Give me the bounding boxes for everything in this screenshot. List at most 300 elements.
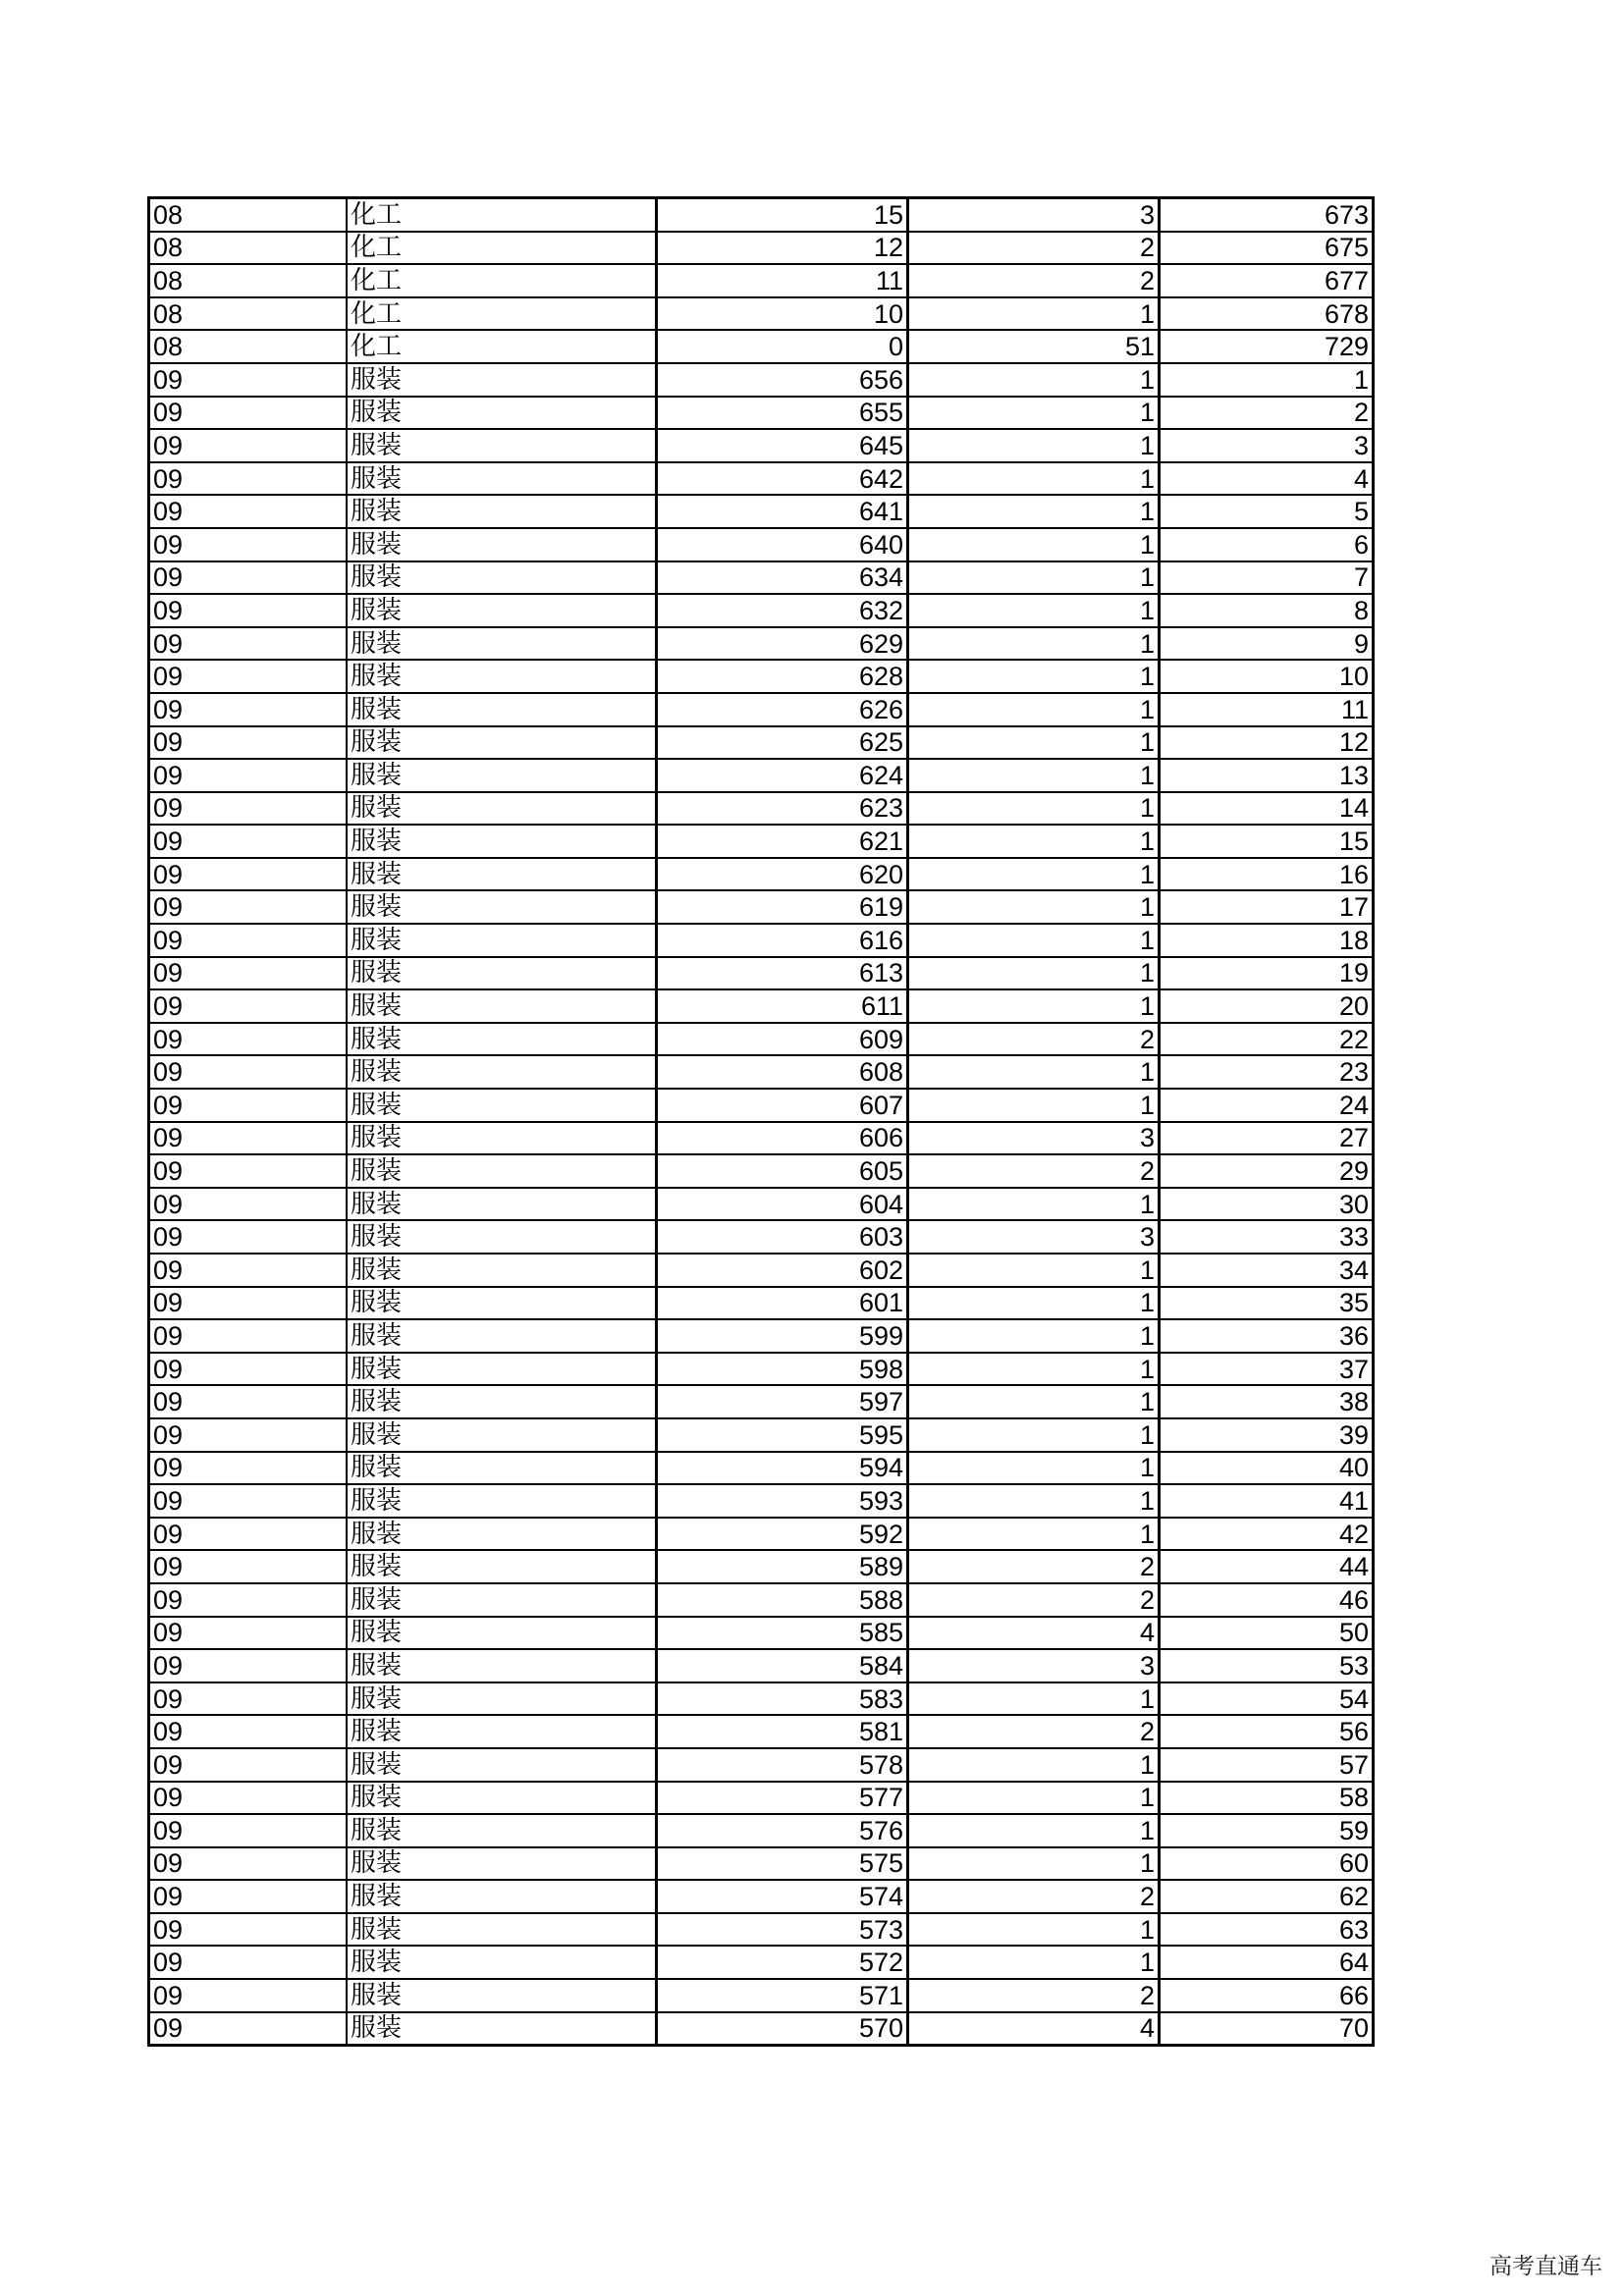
- category-code-cell: 09: [149, 462, 348, 496]
- cumulative-count-cell: 62: [1160, 1880, 1374, 1913]
- count-cell: 1: [908, 594, 1160, 627]
- cumulative-count-cell: 18: [1160, 924, 1374, 957]
- count-cell: 1: [908, 627, 1160, 661]
- category-name-cell: 服装: [347, 1089, 657, 1122]
- cumulative-count-cell: 22: [1160, 1023, 1374, 1056]
- category-name-cell: 服装: [347, 825, 657, 858]
- cumulative-count-cell: 1: [1160, 363, 1374, 397]
- count-cell: 1: [908, 989, 1160, 1023]
- score-cell: 595: [657, 1418, 908, 1452]
- count-cell: 1: [908, 825, 1160, 858]
- category-name-cell: 服装: [347, 792, 657, 826]
- score-cell: 588: [657, 1583, 908, 1617]
- count-cell: 2: [908, 1154, 1160, 1188]
- table-row: [149, 1847, 1374, 1881]
- table-row: [149, 1518, 1374, 1551]
- count-cell: 1: [908, 1055, 1160, 1089]
- count-cell: 1: [908, 957, 1160, 990]
- cumulative-count-cell: 53: [1160, 1649, 1374, 1682]
- count-cell: 1: [908, 693, 1160, 726]
- category-code-cell: 08: [149, 198, 348, 232]
- score-cell: 578: [657, 1748, 908, 1782]
- category-name-cell: 服装: [347, 397, 657, 430]
- count-cell: 3: [908, 1649, 1160, 1682]
- category-code-cell: 09: [149, 1682, 348, 1716]
- count-cell: 1: [908, 1319, 1160, 1353]
- score-cell: 632: [657, 594, 908, 627]
- category-name-cell: 服装: [347, 495, 657, 528]
- category-code-cell: 09: [149, 957, 348, 990]
- category-code-cell: 09: [149, 363, 348, 397]
- category-code-cell: 09: [149, 660, 348, 693]
- category-name-cell: 服装: [347, 726, 657, 760]
- count-cell: 1: [908, 1946, 1160, 1979]
- category-code-cell: 09: [149, 858, 348, 891]
- table-row: [149, 363, 1374, 397]
- category-name-cell: 服装: [347, 1715, 657, 1748]
- category-name-cell: 服装: [347, 1748, 657, 1782]
- cumulative-count-cell: 56: [1160, 1715, 1374, 1748]
- category-name-cell: 服装: [347, 1452, 657, 1485]
- category-name-cell: 化工: [347, 264, 657, 297]
- table-row: [149, 1220, 1374, 1254]
- category-code-cell: 09: [149, 1089, 348, 1122]
- table-row: [149, 1122, 1374, 1155]
- score-cell: 11: [657, 264, 908, 297]
- table-row: [149, 1055, 1374, 1089]
- category-code-cell: 09: [149, 1617, 348, 1650]
- category-name-cell: 服装: [347, 1122, 657, 1155]
- count-cell: 2: [908, 1550, 1160, 1583]
- cumulative-count-cell: 677: [1160, 264, 1374, 297]
- cumulative-count-cell: 3: [1160, 429, 1374, 462]
- table-row: [149, 989, 1374, 1023]
- score-cell: 574: [657, 1880, 908, 1913]
- category-code-cell: 09: [149, 1287, 348, 1320]
- count-cell: 1: [908, 792, 1160, 826]
- count-cell: 2: [908, 1023, 1160, 1056]
- category-code-cell: 09: [149, 1319, 348, 1353]
- table-row: [149, 1287, 1374, 1320]
- category-code-cell: 09: [149, 1385, 348, 1418]
- category-name-cell: 化工: [347, 330, 657, 363]
- cumulative-count-cell: 19: [1160, 957, 1374, 990]
- category-name-cell: 服装: [347, 1484, 657, 1518]
- category-code-cell: 09: [149, 1418, 348, 1452]
- category-code-cell: 09: [149, 726, 348, 760]
- category-name-cell: 服装: [347, 693, 657, 726]
- category-code-cell: 09: [149, 1583, 348, 1617]
- cumulative-count-cell: 58: [1160, 1782, 1374, 1815]
- category-name-cell: 服装: [347, 561, 657, 595]
- score-cell: 599: [657, 1319, 908, 1353]
- cumulative-count-cell: 14: [1160, 792, 1374, 826]
- table-row: [149, 726, 1374, 760]
- category-name-cell: 服装: [347, 2012, 657, 2046]
- cumulative-count-cell: 57: [1160, 1748, 1374, 1782]
- category-code-cell: 09: [149, 1748, 348, 1782]
- table-row: [149, 660, 1374, 693]
- category-code-cell: 09: [149, 1518, 348, 1551]
- table-row: [149, 1319, 1374, 1353]
- table-row: [149, 1583, 1374, 1617]
- count-cell: 3: [908, 198, 1160, 232]
- score-cell: 592: [657, 1518, 908, 1551]
- category-name-cell: 服装: [347, 429, 657, 462]
- table-row: [149, 1188, 1374, 1221]
- cumulative-count-cell: 44: [1160, 1550, 1374, 1583]
- table-row: [149, 232, 1374, 265]
- category-code-cell: 09: [149, 1254, 348, 1287]
- table-row: [149, 594, 1374, 627]
- table-row: [149, 759, 1374, 792]
- score-cell: 634: [657, 561, 908, 595]
- table-row: [149, 264, 1374, 297]
- score-cell: 611: [657, 989, 908, 1023]
- count-cell: 1: [908, 858, 1160, 891]
- category-name-cell: 服装: [347, 1287, 657, 1320]
- category-name-cell: 服装: [347, 1353, 657, 1386]
- category-name-cell: 服装: [347, 1847, 657, 1881]
- category-name-cell: 服装: [347, 1154, 657, 1188]
- category-code-cell: 09: [149, 1880, 348, 1913]
- table-row: [149, 561, 1374, 595]
- table-row: [149, 1649, 1374, 1682]
- category-code-cell: 08: [149, 232, 348, 265]
- category-name-cell: 服装: [347, 1319, 657, 1353]
- category-code-cell: 09: [149, 1814, 348, 1847]
- score-cell: 656: [657, 363, 908, 397]
- count-cell: 1: [908, 1814, 1160, 1847]
- cumulative-count-cell: 38: [1160, 1385, 1374, 1418]
- category-code-cell: 09: [149, 495, 348, 528]
- cumulative-count-cell: 63: [1160, 1913, 1374, 1947]
- count-cell: 2: [908, 1880, 1160, 1913]
- count-cell: 2: [908, 232, 1160, 265]
- score-cell: 626: [657, 693, 908, 726]
- count-cell: 2: [908, 1715, 1160, 1748]
- count-cell: 1: [908, 1782, 1160, 1815]
- cumulative-count-cell: 9: [1160, 627, 1374, 661]
- category-name-cell: 化工: [347, 198, 657, 232]
- category-name-cell: 服装: [347, 1583, 657, 1617]
- count-cell: 3: [908, 1220, 1160, 1254]
- score-table-body: [149, 198, 1374, 2046]
- table-row: [149, 1682, 1374, 1716]
- score-cell: 584: [657, 1649, 908, 1682]
- category-name-cell: 服装: [347, 1814, 657, 1847]
- category-name-cell: 服装: [347, 759, 657, 792]
- category-name-cell: 服装: [347, 1418, 657, 1452]
- score-cell: 585: [657, 1617, 908, 1650]
- category-name-cell: 化工: [347, 297, 657, 331]
- table-row: [149, 397, 1374, 430]
- category-code-cell: 09: [149, 1979, 348, 2012]
- cumulative-count-cell: 15: [1160, 825, 1374, 858]
- cumulative-count-cell: 34: [1160, 1254, 1374, 1287]
- category-name-cell: 化工: [347, 232, 657, 265]
- cumulative-count-cell: 29: [1160, 1154, 1374, 1188]
- table-row: [149, 1484, 1374, 1518]
- cumulative-count-cell: 11: [1160, 693, 1374, 726]
- category-code-cell: 09: [149, 397, 348, 430]
- cumulative-count-cell: 60: [1160, 1847, 1374, 1881]
- category-name-cell: 服装: [347, 462, 657, 496]
- count-cell: 1: [908, 726, 1160, 760]
- table-row: [149, 693, 1374, 726]
- cumulative-count-cell: 7: [1160, 561, 1374, 595]
- category-code-cell: 08: [149, 330, 348, 363]
- score-table: [147, 196, 1375, 2047]
- category-name-cell: 服装: [347, 594, 657, 627]
- count-cell: 1: [908, 1484, 1160, 1518]
- score-cell: 571: [657, 1979, 908, 2012]
- table-row: [149, 1880, 1374, 1913]
- category-name-cell: 服装: [347, 858, 657, 891]
- table-row: [149, 1715, 1374, 1748]
- score-cell: 619: [657, 890, 908, 924]
- category-name-cell: 服装: [347, 924, 657, 957]
- score-cell: 598: [657, 1353, 908, 1386]
- score-cell: 593: [657, 1484, 908, 1518]
- count-cell: 1: [908, 1385, 1160, 1418]
- category-name-cell: 服装: [347, 1913, 657, 1947]
- count-cell: 1: [908, 1682, 1160, 1716]
- cumulative-count-cell: 54: [1160, 1682, 1374, 1716]
- category-code-cell: 09: [149, 924, 348, 957]
- table-row: [149, 297, 1374, 331]
- category-name-cell: 服装: [347, 1617, 657, 1650]
- score-cell: 616: [657, 924, 908, 957]
- cumulative-count-cell: 17: [1160, 890, 1374, 924]
- cumulative-count-cell: 8: [1160, 594, 1374, 627]
- cumulative-count-cell: 37: [1160, 1353, 1374, 1386]
- category-name-cell: 服装: [347, 363, 657, 397]
- cumulative-count-cell: 46: [1160, 1583, 1374, 1617]
- score-cell: 603: [657, 1220, 908, 1254]
- table-row: [149, 1254, 1374, 1287]
- table-row: [149, 528, 1374, 561]
- category-name-cell: 服装: [347, 957, 657, 990]
- category-name-cell: 服装: [347, 1880, 657, 1913]
- cumulative-count-cell: 41: [1160, 1484, 1374, 1518]
- table-row: [149, 890, 1374, 924]
- cumulative-count-cell: 64: [1160, 1946, 1374, 1979]
- category-code-cell: 09: [149, 429, 348, 462]
- table-row: [149, 1385, 1374, 1418]
- category-name-cell: 服装: [347, 1979, 657, 2012]
- cumulative-count-cell: 35: [1160, 1287, 1374, 1320]
- cumulative-count-cell: 66: [1160, 1979, 1374, 2012]
- category-code-cell: 09: [149, 1847, 348, 1881]
- cumulative-count-cell: 2: [1160, 397, 1374, 430]
- count-cell: 1: [908, 429, 1160, 462]
- score-cell: 15: [657, 198, 908, 232]
- table-row: [149, 2012, 1374, 2046]
- table-row: [149, 924, 1374, 957]
- score-cell: 609: [657, 1023, 908, 1056]
- score-cell: 581: [657, 1715, 908, 1748]
- score-cell: 642: [657, 462, 908, 496]
- cumulative-count-cell: 40: [1160, 1452, 1374, 1485]
- score-cell: 607: [657, 1089, 908, 1122]
- table-row: [149, 1979, 1374, 2012]
- table-row: [149, 1913, 1374, 1947]
- watermark-text: 高考直通车: [1489, 2254, 1602, 2279]
- score-cell: 583: [657, 1682, 908, 1716]
- score-cell: 620: [657, 858, 908, 891]
- score-cell: 577: [657, 1782, 908, 1815]
- category-code-cell: 09: [149, 1122, 348, 1155]
- count-cell: 1: [908, 363, 1160, 397]
- cumulative-count-cell: 59: [1160, 1814, 1374, 1847]
- count-cell: 1: [908, 1748, 1160, 1782]
- cumulative-count-cell: 729: [1160, 330, 1374, 363]
- category-code-cell: 09: [149, 792, 348, 826]
- category-name-cell: 服装: [347, 1782, 657, 1815]
- category-name-cell: 服装: [347, 989, 657, 1023]
- category-name-cell: 服装: [347, 1055, 657, 1089]
- category-code-cell: 09: [149, 693, 348, 726]
- category-code-cell: 09: [149, 1715, 348, 1748]
- table-row: [149, 1353, 1374, 1386]
- category-code-cell: 09: [149, 1946, 348, 1979]
- count-cell: 1: [908, 397, 1160, 430]
- table-row: [149, 1089, 1374, 1122]
- cumulative-count-cell: 42: [1160, 1518, 1374, 1551]
- score-cell: 606: [657, 1122, 908, 1155]
- table-row: [149, 858, 1374, 891]
- score-cell: 605: [657, 1154, 908, 1188]
- score-cell: 655: [657, 397, 908, 430]
- category-code-cell: 09: [149, 1353, 348, 1386]
- table-row: [149, 1452, 1374, 1485]
- count-cell: 1: [908, 1518, 1160, 1551]
- category-name-cell: 服装: [347, 1254, 657, 1287]
- table-row: [149, 1617, 1374, 1650]
- cumulative-count-cell: 5: [1160, 495, 1374, 528]
- category-code-cell: 09: [149, 1188, 348, 1221]
- category-name-cell: 服装: [347, 1682, 657, 1716]
- score-cell: 641: [657, 495, 908, 528]
- score-cell: 573: [657, 1913, 908, 1947]
- table-row: [149, 1023, 1374, 1056]
- score-cell: 628: [657, 660, 908, 693]
- count-cell: 1: [908, 660, 1160, 693]
- count-cell: 1: [908, 1089, 1160, 1122]
- count-cell: 4: [908, 1617, 1160, 1650]
- category-name-cell: 服装: [347, 627, 657, 661]
- score-cell: 601: [657, 1287, 908, 1320]
- category-code-cell: 08: [149, 297, 348, 331]
- count-cell: 1: [908, 297, 1160, 331]
- category-name-cell: 服装: [347, 1550, 657, 1583]
- table-row: [149, 330, 1374, 363]
- table-row: [149, 1154, 1374, 1188]
- category-code-cell: 09: [149, 1913, 348, 1947]
- category-code-cell: 09: [149, 1220, 348, 1254]
- cumulative-count-cell: 673: [1160, 198, 1374, 232]
- category-name-cell: 服装: [347, 1946, 657, 1979]
- count-cell: 1: [908, 1353, 1160, 1386]
- score-cell: 624: [657, 759, 908, 792]
- cumulative-count-cell: 20: [1160, 989, 1374, 1023]
- count-cell: 1: [908, 495, 1160, 528]
- score-cell: 597: [657, 1385, 908, 1418]
- score-cell: 623: [657, 792, 908, 826]
- table-row: [149, 1946, 1374, 1979]
- count-cell: 2: [908, 1583, 1160, 1617]
- category-code-cell: 09: [149, 1023, 348, 1056]
- category-name-cell: 服装: [347, 1023, 657, 1056]
- category-name-cell: 服装: [347, 1649, 657, 1682]
- score-cell: 602: [657, 1254, 908, 1287]
- score-cell: 625: [657, 726, 908, 760]
- category-code-cell: 09: [149, 2012, 348, 2046]
- count-cell: 1: [908, 759, 1160, 792]
- category-code-cell: 09: [149, 594, 348, 627]
- table-row: [149, 627, 1374, 661]
- category-code-cell: 09: [149, 989, 348, 1023]
- category-code-cell: 09: [149, 1055, 348, 1089]
- category-code-cell: 09: [149, 528, 348, 561]
- score-cell: 589: [657, 1550, 908, 1583]
- score-cell: 10: [657, 297, 908, 331]
- table-row: [149, 462, 1374, 496]
- score-cell: 640: [657, 528, 908, 561]
- category-code-cell: 09: [149, 1550, 348, 1583]
- category-code-cell: 09: [149, 1154, 348, 1188]
- table-row: [149, 1550, 1374, 1583]
- category-name-cell: 服装: [347, 528, 657, 561]
- cumulative-count-cell: 24: [1160, 1089, 1374, 1122]
- score-cell: 575: [657, 1847, 908, 1881]
- count-cell: 1: [908, 924, 1160, 957]
- count-cell: 2: [908, 264, 1160, 297]
- cumulative-count-cell: 30: [1160, 1188, 1374, 1221]
- category-name-cell: 服装: [347, 660, 657, 693]
- cumulative-count-cell: 39: [1160, 1418, 1374, 1452]
- cumulative-count-cell: 6: [1160, 528, 1374, 561]
- category-code-cell: 09: [149, 1782, 348, 1815]
- count-cell: 1: [908, 1287, 1160, 1320]
- count-cell: 1: [908, 890, 1160, 924]
- category-code-cell: 09: [149, 825, 348, 858]
- score-cell: 604: [657, 1188, 908, 1221]
- category-code-cell: 09: [149, 759, 348, 792]
- category-name-cell: 服装: [347, 1188, 657, 1221]
- cumulative-count-cell: 70: [1160, 2012, 1374, 2046]
- category-name-cell: 服装: [347, 890, 657, 924]
- category-code-cell: 08: [149, 264, 348, 297]
- table-row: [149, 1418, 1374, 1452]
- table-row: [149, 792, 1374, 826]
- cumulative-count-cell: 678: [1160, 297, 1374, 331]
- score-cell: 12: [657, 232, 908, 265]
- score-cell: 608: [657, 1055, 908, 1089]
- count-cell: 1: [908, 561, 1160, 595]
- table-row: [149, 825, 1374, 858]
- category-code-cell: 09: [149, 890, 348, 924]
- category-code-cell: 09: [149, 1452, 348, 1485]
- category-code-cell: 09: [149, 1484, 348, 1518]
- category-name-cell: 服装: [347, 1385, 657, 1418]
- category-code-cell: 09: [149, 561, 348, 595]
- category-code-cell: 09: [149, 627, 348, 661]
- cumulative-count-cell: 23: [1160, 1055, 1374, 1089]
- count-cell: 1: [908, 1418, 1160, 1452]
- count-cell: 1: [908, 1452, 1160, 1485]
